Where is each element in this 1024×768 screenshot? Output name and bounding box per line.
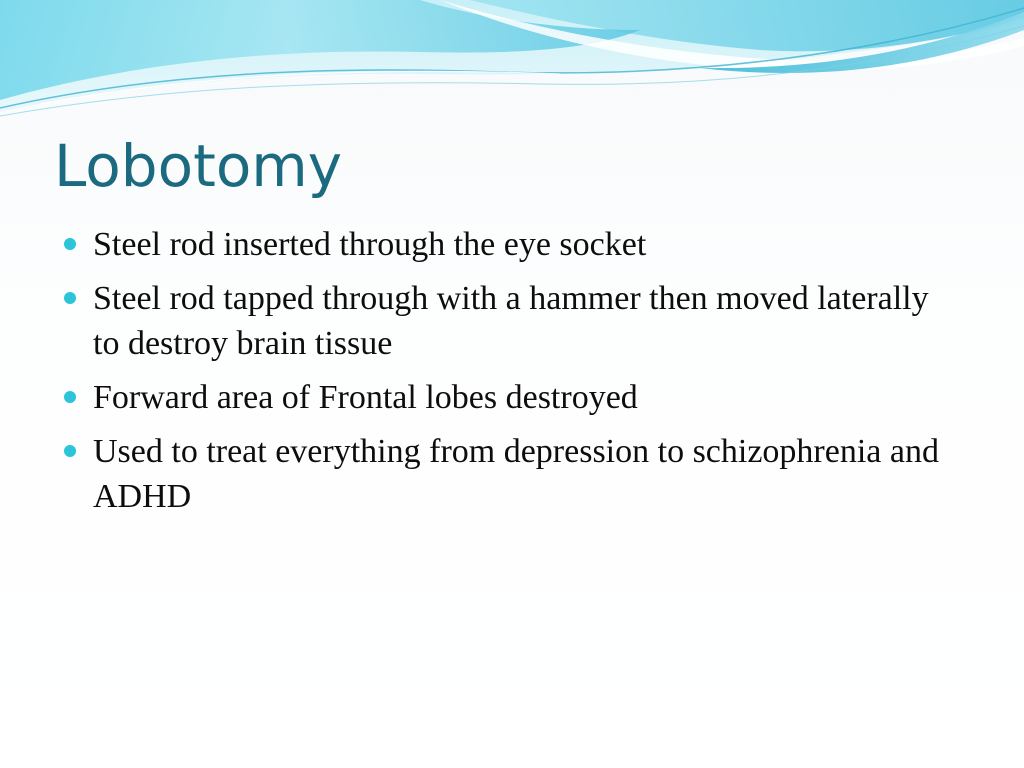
bullet-item [60, 276, 960, 366]
bullet-list [60, 222, 960, 528]
bullet-dot-icon [64, 391, 76, 403]
bullet-item [60, 375, 960, 420]
bullet-dot-icon [64, 292, 76, 304]
bullet-item [60, 429, 960, 519]
bullet-item [60, 222, 960, 267]
bullet-dot-icon [64, 238, 76, 250]
bullet-text: Steel rod tapped through with a hammer then moved laterally to destroy brain tissue [93, 280, 929, 362]
bullet-dot-icon [64, 445, 76, 457]
wave-header-decoration [0, 0, 1024, 130]
bullet-text: Used to treat everything from depression to schizophrenia and ADHD [93, 433, 939, 515]
slide-title: Lobotomy [54, 132, 343, 200]
bullet-text: Forward area of Frontal lobes destroyed [93, 379, 638, 416]
bullet-text: Steel rod inserted through the eye socket [93, 226, 647, 263]
